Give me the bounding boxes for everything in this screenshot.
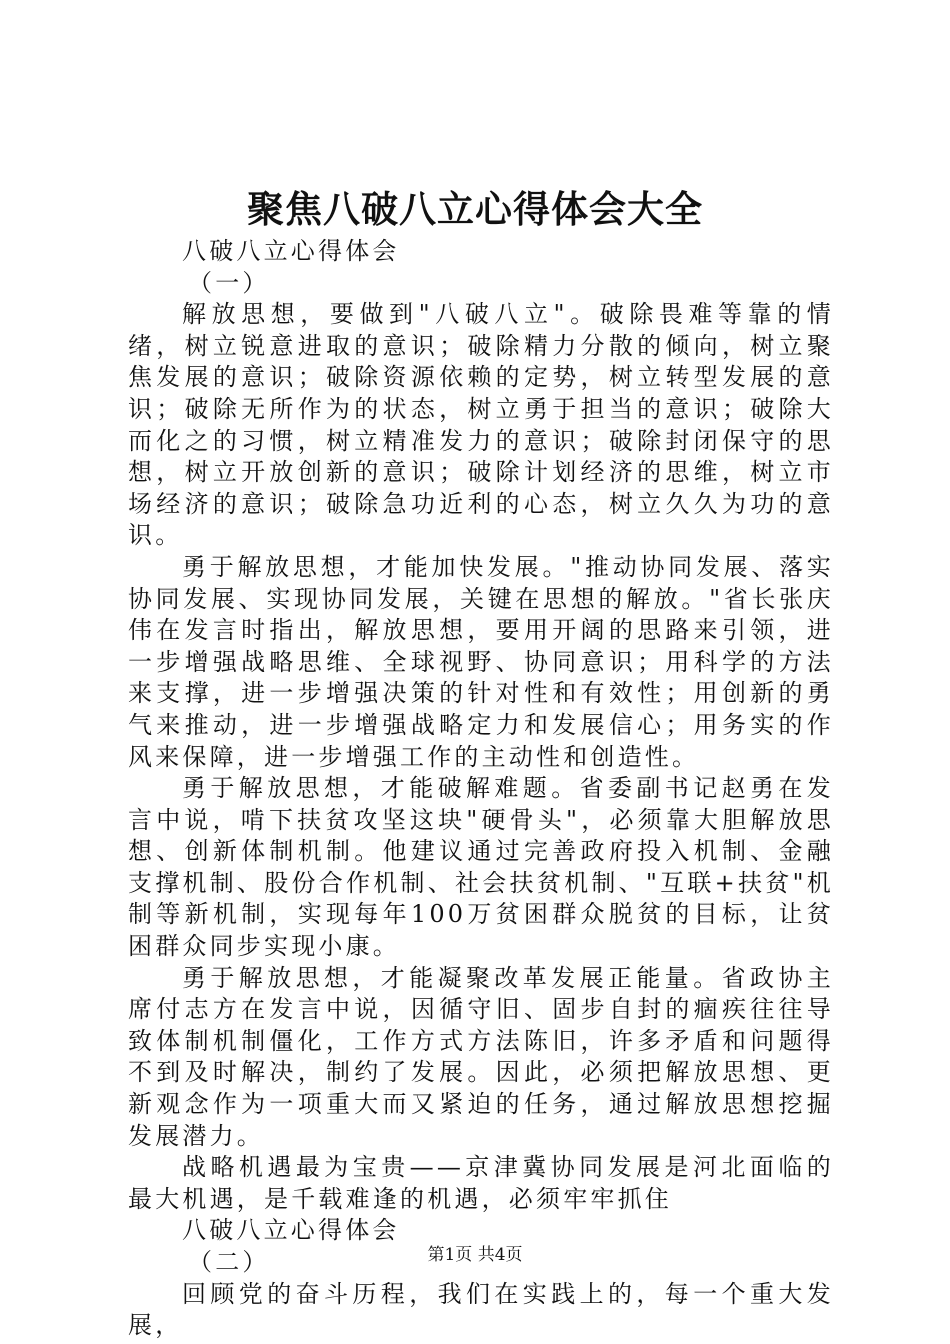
page-footer: 第1页 共4页 <box>427 1245 523 1265</box>
paragraph: 勇于解放思想，才能加快发展。"推动协同发展、落实协同发展、实现协同发展，关键在思想的解放。"省长张庆伟在发言时指出，解放思想，要用开阔的思路来引领，进一步增强战略思维、全球视野、协同意识；用科学的方法来支撑，进一步增强决策的针对性和有效性；用创新的勇气来推动，进一步增强战略定力和发展信心；用务实的作风来保障，进一步增强工作的主动性和创造性。 <box>128 552 834 771</box>
paragraph: 勇于解放思想，才能凝聚改革发展正能量。省政协主席付志方在发言中说，因循守旧、固步自封的痼疾往往导致体制机制僵化，工作方式方法陈旧，许多矛盾和问题得不到及时解决，制约了发展。因此，必须把解放思想、更新观念作为一项重大而又紧迫的任务，通过解放思想挖掘发展潜力。 <box>128 963 834 1150</box>
paragraph: 战略机遇最为宝贵——京津冀协同发展是河北面临的最大机遇，是千载难逢的机遇，必须牢牢抓住 <box>128 1153 834 1213</box>
section-heading: 八破八立心得体会 <box>182 1216 400 1245</box>
section-number: （二） <box>188 1248 270 1276</box>
paragraph: 勇于解放思想，才能破解难题。省委副书记赵勇在发言中说，啃下扶贫攻坚这块"硬骨头"，必须靠大胆解放思想、创新体制机制。他建议通过完善政府投入机制、金融支撑机制、股份合作机制、社会扶贫机制、"互联+扶贫"机制等新机制，实现每年100万贫困群众脱贫的目标，让贫困群众同步实现小康。 <box>128 774 834 961</box>
paragraph: 回顾党的奋斗历程，我们在实践上的，每一个重大发展， <box>128 1279 834 1340</box>
paragraph: 解放思想，要做到"八破八立"。破除畏难等靠的情绪，树立锐意进取的意识；破除精力分散的倾向，树立聚焦发展的意识；破除资源依赖的定势，树立转型发展的意识；破除无所作为的状态，树立勇于担当的意识；破除大而化之的习惯，树立精准发力的意识；破除封闭保守的思想，树立开放创新的意识；破除计划经济的思维，树立市场经济的意识；破除急功近利的心态，树立久久为功的意识。 <box>128 300 834 550</box>
document-title: 聚焦八破八立心得体会大全 <box>247 187 703 231</box>
section-number: （一） <box>188 268 270 297</box>
section-heading: 八破八立心得体会 <box>182 237 400 265</box>
document-body <box>128 236 834 1342</box>
